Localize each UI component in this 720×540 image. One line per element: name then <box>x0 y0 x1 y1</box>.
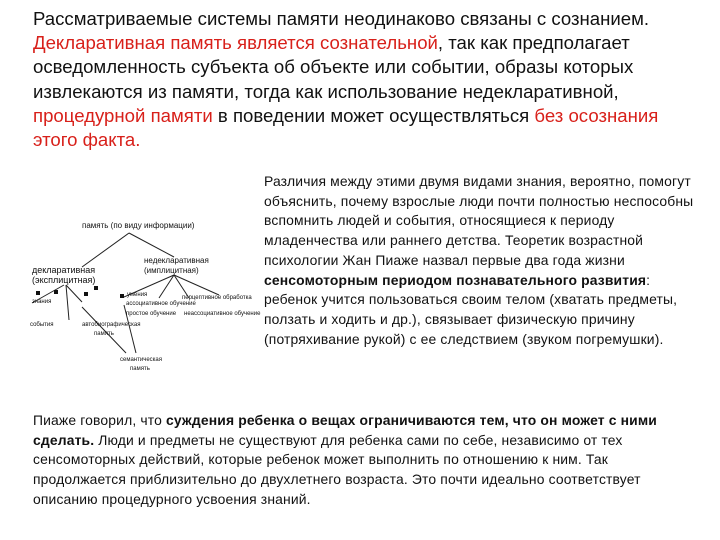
conclusion-text-1: Пиаже говорил, что <box>33 412 166 428</box>
intro-text-3: в поведении может осуществляться <box>212 104 535 126</box>
diagram-semantic-label: семантическая <box>120 357 163 363</box>
sensorimotor-period-term: сенсомоторным периодом познавательного развития <box>264 271 647 288</box>
diagram-skills-label: умения <box>127 292 148 298</box>
piaget-paragraph <box>264 172 694 349</box>
diagram-semantic-sub: память <box>130 366 150 372</box>
conclusion-text-2: Люди и предметы не существуют для ребенка сами по себе, независимо от тех сенсомоторных действий, которые ребенок может выполнить по отношению к ним. Так продолжается приблизительно до двухлетнего возраста. Это почти идеально соответствует описанию процедурного усвоения знаний. <box>33 431 641 507</box>
diagram-bullet <box>36 291 40 295</box>
diagram-bullet <box>54 290 58 294</box>
diagram-declarative-sub: (эксплицитная) <box>32 275 96 285</box>
piaget-text-1: Различия между этими двумя видами знания, вероятно, помогут объяснить, почему взрослые люди почти полностью неспособны вспомнить людей и события, относящиеся к периоду младенчества или раннего детства. Теоретик возрастной психологии Жан Пиаже назвал первые два года жизни <box>264 173 694 268</box>
diagram-connectors <box>32 233 219 353</box>
diagram-bullets <box>36 286 124 298</box>
conclusion-paragraph <box>33 411 693 510</box>
diagram-nonassoc-label: неассоциативное обучение <box>184 311 261 317</box>
diagram-autobio-sub: память <box>94 331 114 337</box>
piaget-text-2: : ребенок учится пользоваться своим телом (хватать предметы, ползать и ходить и др.), связывает физическую причину (потряхивание рукой) с ее следствием (звуком погремушки). <box>264 271 678 347</box>
intro-declarative-highlight: Декларативная память является сознательной <box>33 32 438 54</box>
child-judgement-statement: суждения ребенка о вещах ограничиваются тем, что он может с ними сделать. <box>33 412 657 448</box>
intro-procedural-highlight: процедурной памяти <box>33 104 213 126</box>
diagram-nondeclarative-sub: (имплицитная) <box>144 266 199 275</box>
diagram-root-label: память (по виду информации) <box>82 221 195 230</box>
diagram-assoc-label: ассоциативное обучение <box>126 301 196 307</box>
intro-text-1: Рассматриваемые системы памяти неодинаково связаны с сознанием. <box>33 8 650 29</box>
diagram-events-label: события <box>30 322 54 328</box>
intro-paragraph <box>33 7 693 152</box>
diagram-autobio-label: автобиографическая <box>82 322 141 328</box>
diagram-simple-label: простое обучение <box>126 311 177 317</box>
intro-text-2: , так как предполагает осведомленность субъекта об объекте или событии, образы которых извлекаются из памяти, тогда как использование недекларативной, <box>33 32 634 102</box>
diagram-declarative-label: декларативная <box>32 265 96 275</box>
diagram-priming-label: перцептивное обработка <box>182 295 252 301</box>
diagram-bullet <box>84 292 88 296</box>
diagram-bullet <box>94 286 98 290</box>
diagram-bullet <box>120 294 124 298</box>
diagram-nondeclarative-label: недекларативная <box>144 256 209 265</box>
intro-unaware-highlight: без осознания этого факта. <box>33 104 659 151</box>
memory-types-diagram <box>24 195 264 385</box>
diagram-knowledge-label: знания <box>32 299 52 305</box>
